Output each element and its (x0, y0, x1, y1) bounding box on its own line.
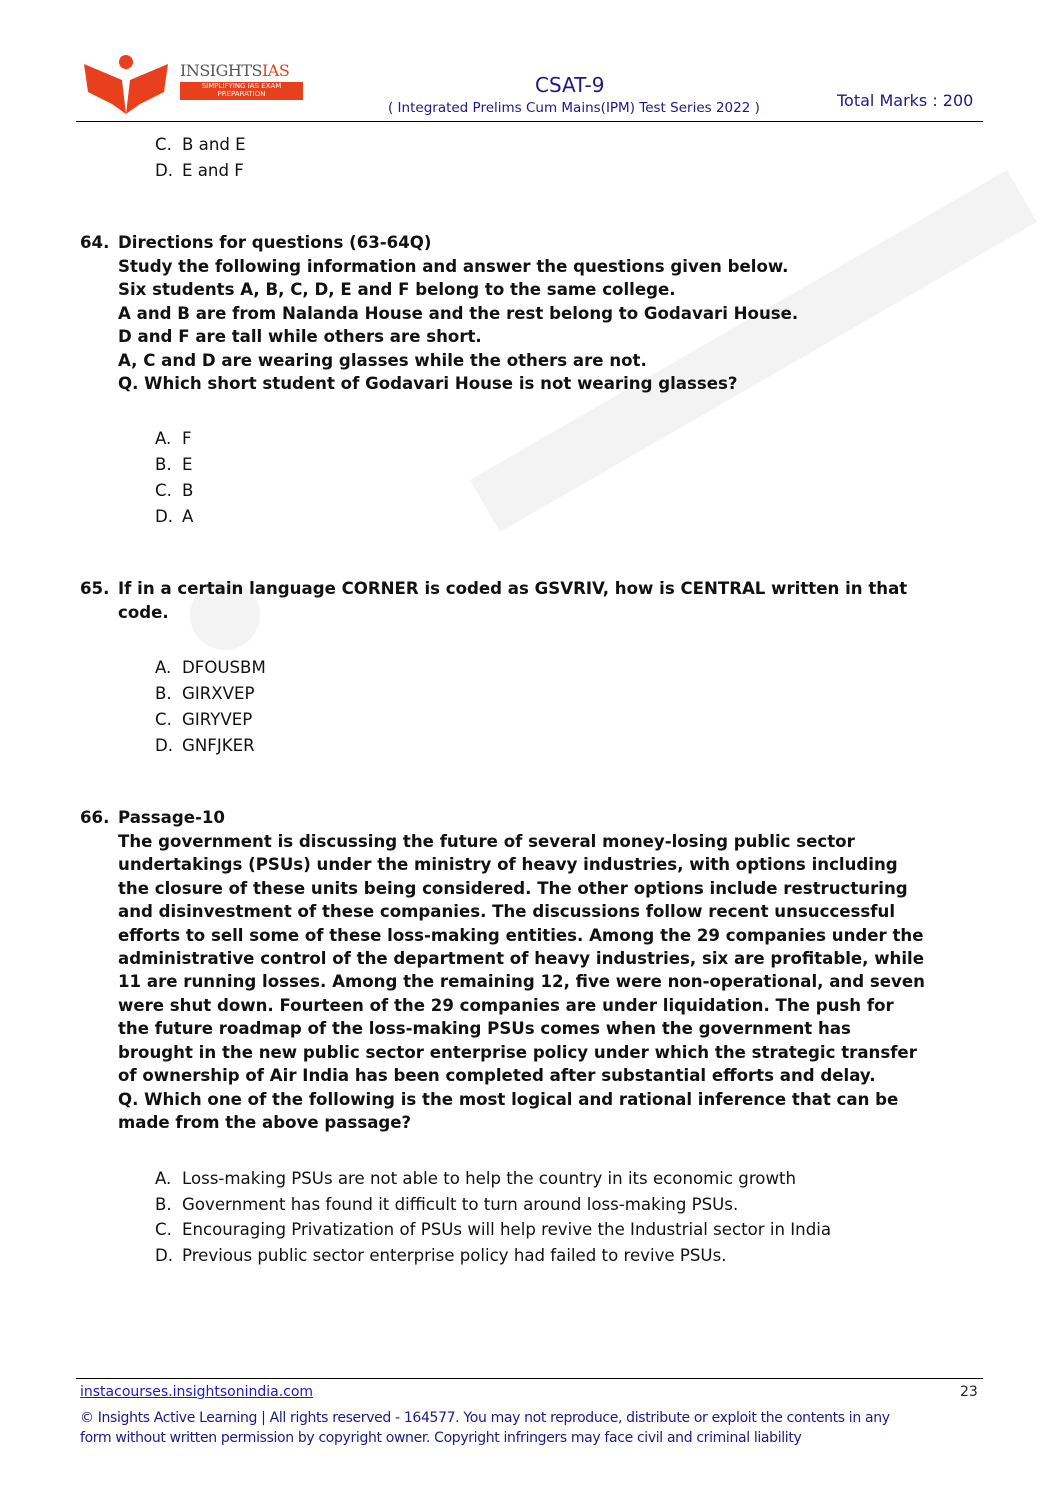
question-line: Study the following information and answer the questions given below. (118, 257, 789, 276)
option: D. GNFJKER (155, 736, 255, 755)
question-line: Q. Which short student of Godavari House is not wearing glasses? (118, 374, 738, 393)
footer-link[interactable]: instacourses.insightsonindia.com (80, 1384, 314, 1400)
question-line: made from the above passage? (118, 1113, 412, 1132)
copyright-line: © Insights Active Learning | All rights reserved - 164577. You may not reproduce, distribute or exploit the contents in any (80, 1410, 890, 1426)
question-line: administrative control of the department of heavy industries, six are profitable, while (118, 949, 924, 968)
option: A. Loss-making PSUs are not able to help the country in its economic growth (155, 1169, 797, 1188)
footer-divider (76, 1378, 983, 1379)
logo-name-part: IAS (261, 61, 290, 80)
total-marks: Total Marks : 200 (837, 91, 974, 110)
option: A. DFOUSBM (155, 658, 266, 677)
question-line: D and F are tall while others are short. (118, 327, 482, 346)
question-number: 65. (80, 579, 110, 598)
option: B. Government has found it difficult to turn around loss-making PSUs. (155, 1195, 739, 1214)
option: B. E (155, 455, 193, 474)
question-line: the closure of these units being considered. The other options include restructuring (118, 879, 908, 898)
option: D. E and F (155, 161, 244, 180)
option: B. GIRXVEP (155, 684, 255, 703)
option: C. B and E (155, 135, 246, 154)
question-line: undertakings (PSUs) under the ministry of heavy industries, with options including (118, 855, 898, 874)
logo-book-icon (82, 52, 172, 114)
question-line: A, C and D are wearing glasses while the others are not. (118, 351, 647, 370)
question-number: 66. (80, 808, 110, 827)
question-line: and disinvestment of these companies. The discussions follow recent unsuccessful (118, 902, 896, 921)
question-line: 11 are running losses. Among the remaining 12, five were non-operational, and seven (118, 972, 925, 991)
option: C. GIRYVEP (155, 710, 253, 729)
question-line: of ownership of Air India has been completed after substantial efforts and delay. (118, 1066, 876, 1085)
option: D. A (155, 507, 194, 526)
question-line: were shut down. Fourteen of the 29 companies are under liquidation. The push for (118, 996, 894, 1015)
logo-name-part: INSIGHTS (180, 61, 262, 80)
question-line: efforts to sell some of these loss-making entities. Among the 29 companies under the (118, 926, 924, 945)
logo-tagline: SIMPLIFYING IAS EXAM PREPARATION (180, 82, 303, 100)
question-line: Six students A, B, C, D, E and F belong to the same college. (118, 280, 676, 299)
page-number: 23 (960, 1384, 978, 1400)
question-line: Directions for questions (63-64Q) (118, 233, 432, 252)
test-subtitle: ( Integrated Prelims Cum Mains(IPM) Test Series 2022 ) (388, 100, 760, 116)
option: C. Encouraging Privatization of PSUs will help revive the Industrial sector in India (155, 1220, 832, 1239)
question-line: A and B are from Nalanda House and the rest belong to Godavari House. (118, 304, 799, 323)
question-number: 64. (80, 233, 110, 252)
logo-name (180, 61, 289, 80)
copyright-line: form without written permission by copyright owner. Copyright infringers may face civil and criminal liability (80, 1429, 802, 1446)
header-divider (76, 121, 983, 122)
question-line: code. (118, 603, 169, 622)
option: C. B (155, 481, 194, 500)
option: D. Previous public sector enterprise policy had failed to revive PSUs. (155, 1246, 727, 1265)
option: A. F (155, 429, 192, 448)
question-line: Q. Which one of the following is the most logical and rational inference that can be (118, 1090, 899, 1109)
question-line: Passage-10 (118, 808, 225, 827)
test-title: CSAT-9 (535, 73, 605, 97)
question-line: If in a certain language CORNER is coded as GSVRIV, how is CENTRAL written in that (118, 579, 908, 598)
question-line: brought in the new public sector enterprise policy under which the strategic transfer (118, 1043, 917, 1062)
copyright-notice (80, 1409, 890, 1448)
question-line: The government is discussing the future of several money-losing public sector (118, 832, 855, 851)
question-line: the future roadmap of the loss-making PSUs comes when the government has (118, 1019, 851, 1038)
